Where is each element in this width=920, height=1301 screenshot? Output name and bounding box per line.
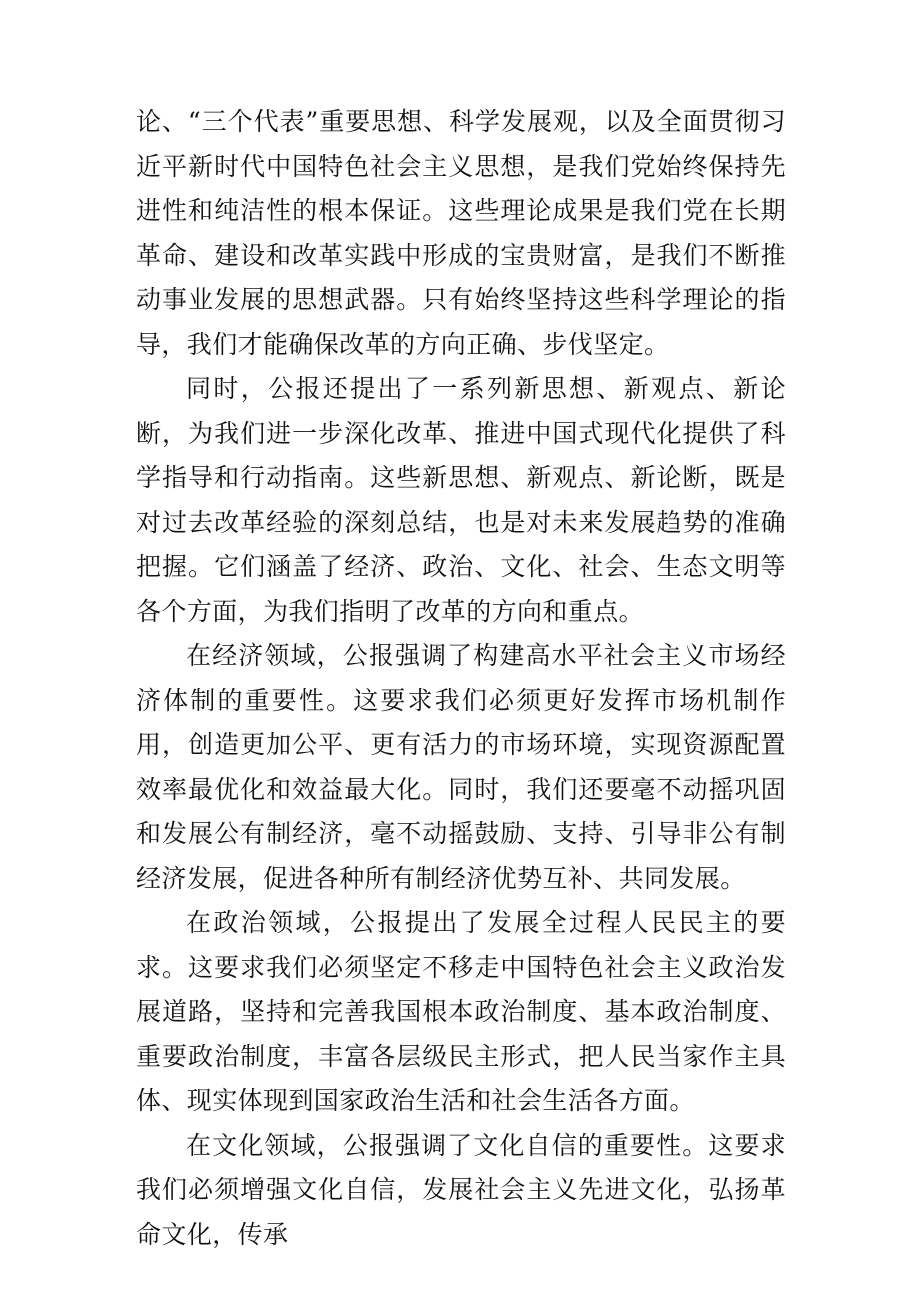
paragraph-economy: 在经济领域，公报强调了构建高水平社会主义市场经济体制的重要性。这要求我们必须更好发挥市场机制作用，创造更加公平、更有活力的市场环境，实现资源配置效率最优化和效益最大化。同时，我们还要毫不动摇巩固和发展公有制经济，毫不动摇鼓励、支持、引导非公有制经济发展，促进各种所有制经济优势互补、共同发展。 <box>136 641 786 893</box>
paragraph-culture: 在文化领域，公报强调了文化自信的重要性。这要求我们必须增强文化自信，发展社会主义先进文化，弘扬革命文化，传承 <box>136 1130 786 1249</box>
paragraph-politics: 在政治领域，公报提出了发展全过程人民民主的要求。这要求我们必须坚定不移走中国特色社会主义政治发展道路，坚持和完善我国根本政治制度、基本政治制度、重要政治制度，丰富各层级民主形式，把人民当家作主具体、现实体现到国家政治生活和社会生活各方面。 <box>136 908 786 1115</box>
document-body <box>136 100 786 1257</box>
paragraph-new-ideas: 同时，公报还提出了一系列新思想、新观点、新论断，为我们进一步深化改革、推进中国式现代化提供了科学指导和行动指南。这些新思想、新观点、新论断，既是对过去改革经验的深刻总结，也是对未来发展趋势的准确把握。它们涵盖了经济、政治、文化、社会、生态文明等各个方面，为我们指明了改革的方向和重点。 <box>136 374 786 626</box>
paragraph-continued: 论、“三个代表”重要思想、科学发展观，以及全面贯彻习近平新时代中国特色社会主义思想，是我们党始终保持先进性和纯洁性的根本保证。这些理论成果是我们党在长期革命、建设和改革实践中形成的宝贵财富，是我们不断推动事业发展的思想武器。只有始终坚持这些科学理论的指导，我们才能确保改革的方向正确、步伐坚定。 <box>136 107 786 359</box>
